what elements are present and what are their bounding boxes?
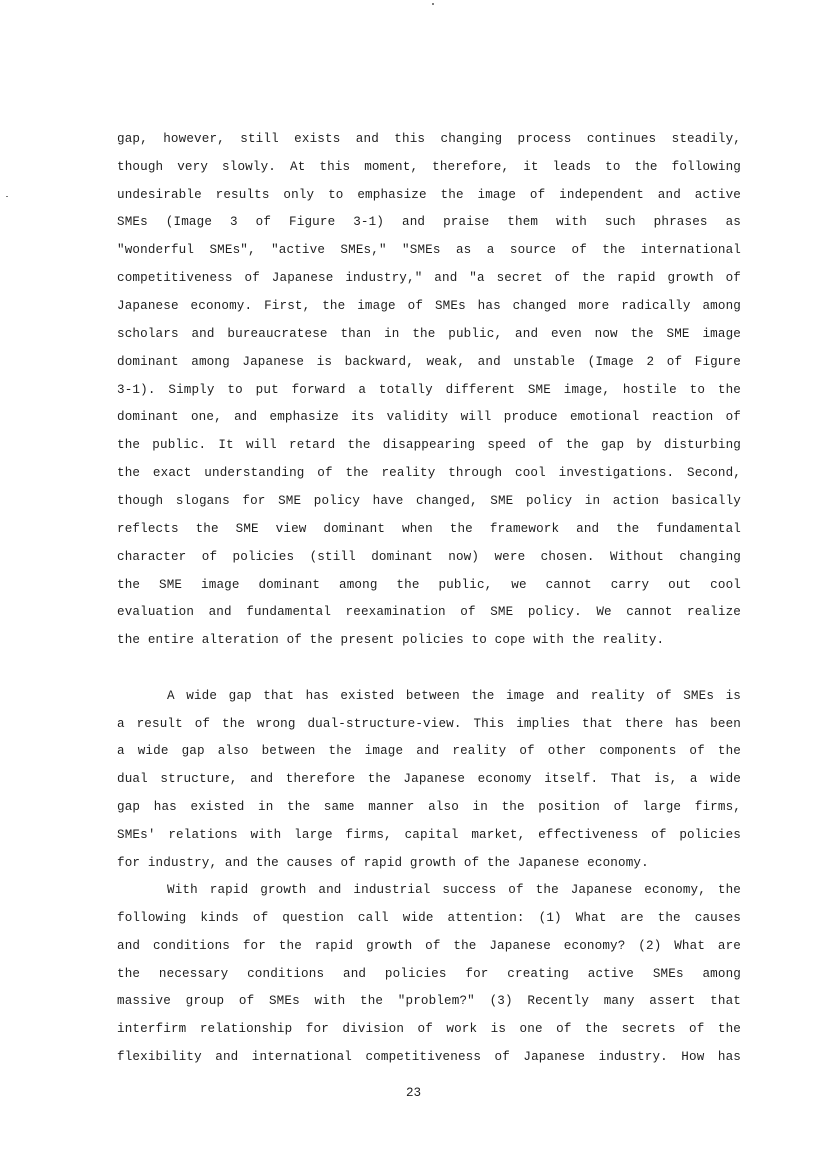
- text-line: SMEs (Image 3 of Figure 3-1) and praise them with such phrases as: [117, 215, 741, 229]
- page-number: 23: [405, 1086, 422, 1100]
- text-line: 3-1). Simply to put forward a totally different SME image, hostile to the: [117, 383, 741, 397]
- text-line: interfirm relationship for division of work is one of the secrets of the: [117, 1022, 741, 1036]
- text-line: scholars and bureaucratese than in the public, and even now the SME image: [117, 327, 741, 341]
- text-line: and conditions for the rapid growth of the Japanese economy? (2) What are: [117, 939, 741, 953]
- text-line: reflects the SME view dominant when the framework and the fundamental: [117, 522, 741, 536]
- text-line: A wide gap that has existed between the image and reality of SMEs is: [167, 689, 741, 703]
- text-line: the entire alteration of the present policies to cope with the reality.: [117, 633, 665, 647]
- text-line: SMEs' relations with large firms, capital market, effectiveness of policies: [117, 828, 741, 842]
- text-line: competitiveness of Japanese industry," and "a secret of the rapid growth of: [117, 271, 741, 285]
- text-line: following kinds of question call wide attention: (1) What are the causes: [117, 911, 741, 925]
- text-line: flexibility and international competitiveness of Japanese industry. How has: [117, 1050, 741, 1064]
- scan-speck: [432, 3, 434, 5]
- text-line: "wonderful SMEs", "active SMEs," "SMEs as a source of the international: [117, 243, 741, 257]
- scan-speck: [6, 196, 8, 197]
- text-line: character of policies (still dominant now) were chosen. Without changing: [117, 550, 741, 564]
- text-line: With rapid growth and industrial success of the Japanese economy, the: [167, 883, 741, 897]
- text-line: Japanese economy. First, the image of SMEs has changed more radically among: [117, 299, 741, 313]
- text-line: dominant among Japanese is backward, weak, and unstable (Image 2 of Figure: [117, 355, 741, 369]
- text-line: undesirable results only to emphasize the image of independent and active: [117, 188, 741, 202]
- text-line: the SME image dominant among the public, we cannot carry out cool: [117, 578, 741, 592]
- text-line: a wide gap also between the image and reality of other components of the: [117, 744, 741, 758]
- text-line: massive group of SMEs with the "problem?" (3) Recently many assert that: [117, 994, 741, 1008]
- text-line: though very slowly. At this moment, therefore, it leads to the following: [117, 160, 741, 174]
- text-line: gap, however, still exists and this changing process continues steadily,: [117, 132, 741, 146]
- text-line: the necessary conditions and policies for creating active SMEs among: [117, 967, 741, 981]
- text-line: the exact understanding of the reality through cool investigations. Second,: [117, 466, 741, 480]
- text-line: for industry, and the causes of rapid growth of the Japanese economy.: [117, 856, 649, 870]
- text-line: evaluation and fundamental reexamination of SME policy. We cannot realize: [117, 605, 741, 619]
- text-line: though slogans for SME policy have changed, SME policy in action basically: [117, 494, 741, 508]
- text-line: the public. It will retard the disappearing speed of the gap by disturbing: [117, 438, 741, 452]
- text-line: dual structure, and therefore the Japanese economy itself. That is, a wide: [117, 772, 741, 786]
- text-line: gap has existed in the same manner also in the position of large firms,: [117, 800, 741, 814]
- text-line: a result of the wrong dual-structure-view. This implies that there has been: [117, 717, 741, 731]
- text-line: dominant one, and emphasize its validity will produce emotional reaction of: [117, 410, 741, 424]
